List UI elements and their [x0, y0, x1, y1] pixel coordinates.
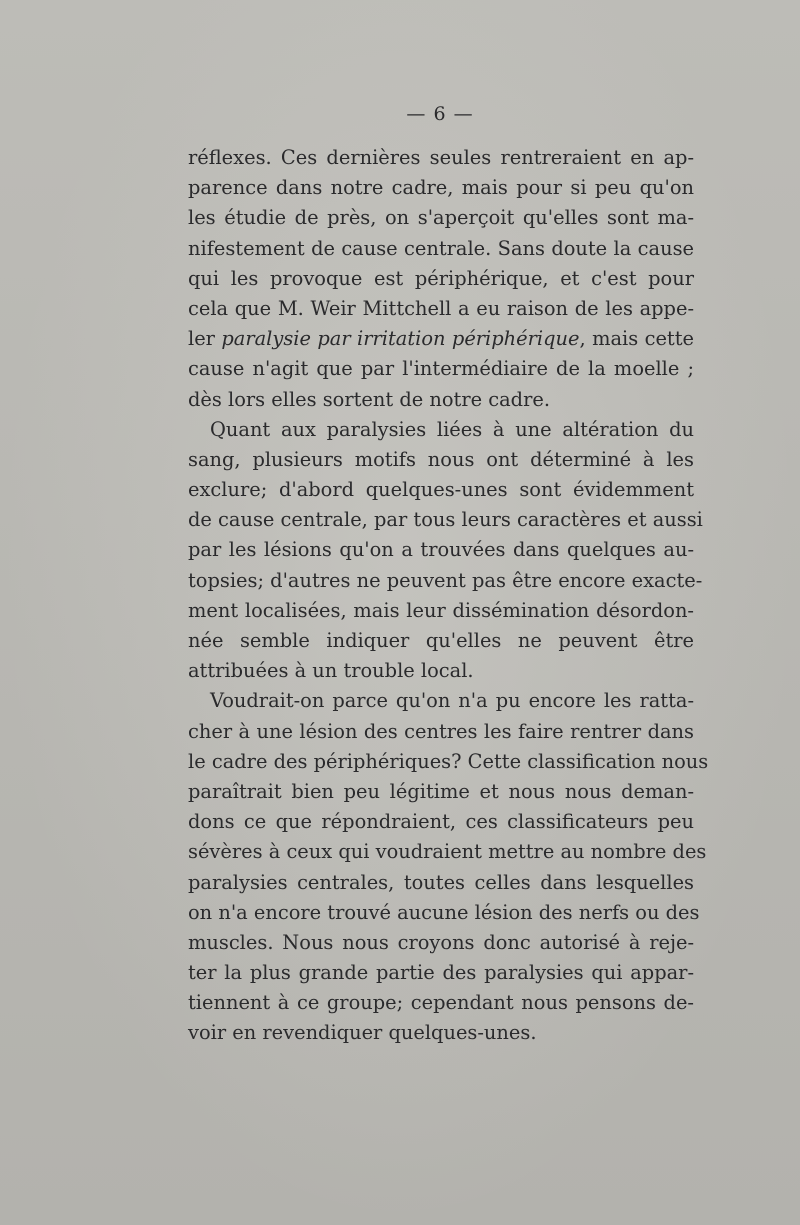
paragraph-end-line: voir en revendiquer quelques-unes. — [188, 1021, 537, 1045]
paragraph-start-line: Voudrait-on parce qu'on n'a pu encore les ratta- — [210, 689, 694, 713]
text-line: exclure; d'abord quelques-unes sont évidemment — [188, 478, 694, 502]
text-line: nifestement de cause centrale. Sans doute la cause — [188, 236, 694, 260]
text-line: cause n'agit que par l'intermédiaire de la moelle ; — [188, 357, 694, 381]
page-number: — 6 — — [406, 103, 474, 125]
paragraph-end-line: attribuées à un trouble local. — [188, 659, 474, 683]
text-line: les étudie de près, on s'aperçoit qu'elles sont ma- — [188, 206, 694, 230]
body-text — [188, 143, 709, 1049]
text-line: cher à une lésion des centres les faire rentrer dans — [188, 719, 694, 743]
text-line: née semble indiquer qu'elles ne peuvent être — [188, 629, 694, 652]
text-line: dons ce que répondraient, ces classificateurs peu — [188, 810, 694, 834]
text-line: par les lésions qu'on a trouvées dans quelques au- — [188, 538, 694, 562]
text-line: muscles. Nous nous croyons donc autorisé à reje- — [188, 930, 694, 954]
paragraph-end-line: dès lors elles sortent de notre cadre. — [188, 387, 550, 411]
text-line: topsies; d'autres ne peuvent pas être encore exacte- — [188, 568, 703, 592]
text-line: sévères à ceux qui voudraient mettre au nombre des — [188, 840, 707, 864]
text-line: paralysies centrales, toutes celles dans lesquelles — [188, 870, 694, 894]
text-segment: ler — [188, 327, 222, 351]
paragraph-start-line: Quant aux paralysies liées à une altération du — [210, 417, 694, 441]
text-line — [188, 324, 694, 354]
text-segment: , mais cette — [579, 327, 694, 351]
text-line: réflexes. Ces dernières seules rentreraient en ap- — [188, 146, 694, 169]
text-line: paraîtrait bien peu légitime et nous nous deman- — [188, 779, 694, 803]
text-line: qui les provoque est périphérique, et c'est pour — [188, 266, 694, 290]
text-line: sang, plusieurs motifs nous ont déterminé à les — [188, 447, 694, 471]
text-line: cela que M. Weir Mittchell a eu raison de les appe- — [188, 296, 694, 320]
text-line: tiennent à ce groupe; cependant nous pensons de- — [188, 991, 694, 1015]
italic-term: paralysie par irritation périphérique — [221, 327, 580, 351]
text-line: parence dans notre cadre, mais pour si peu qu'on — [188, 176, 694, 200]
text-line: de cause centrale, par tous leurs caractères et aussi — [188, 508, 703, 532]
text-line: ment localisées, mais leur dissémination désordon- — [188, 598, 694, 622]
text-line: le cadre des périphériques? Cette classification nous — [188, 749, 709, 773]
text-line: ter la plus grande partie des paralysies qui appar- — [188, 961, 694, 985]
text-line: on n'a encore trouvé aucune lésion des nerfs ou des — [188, 900, 700, 924]
